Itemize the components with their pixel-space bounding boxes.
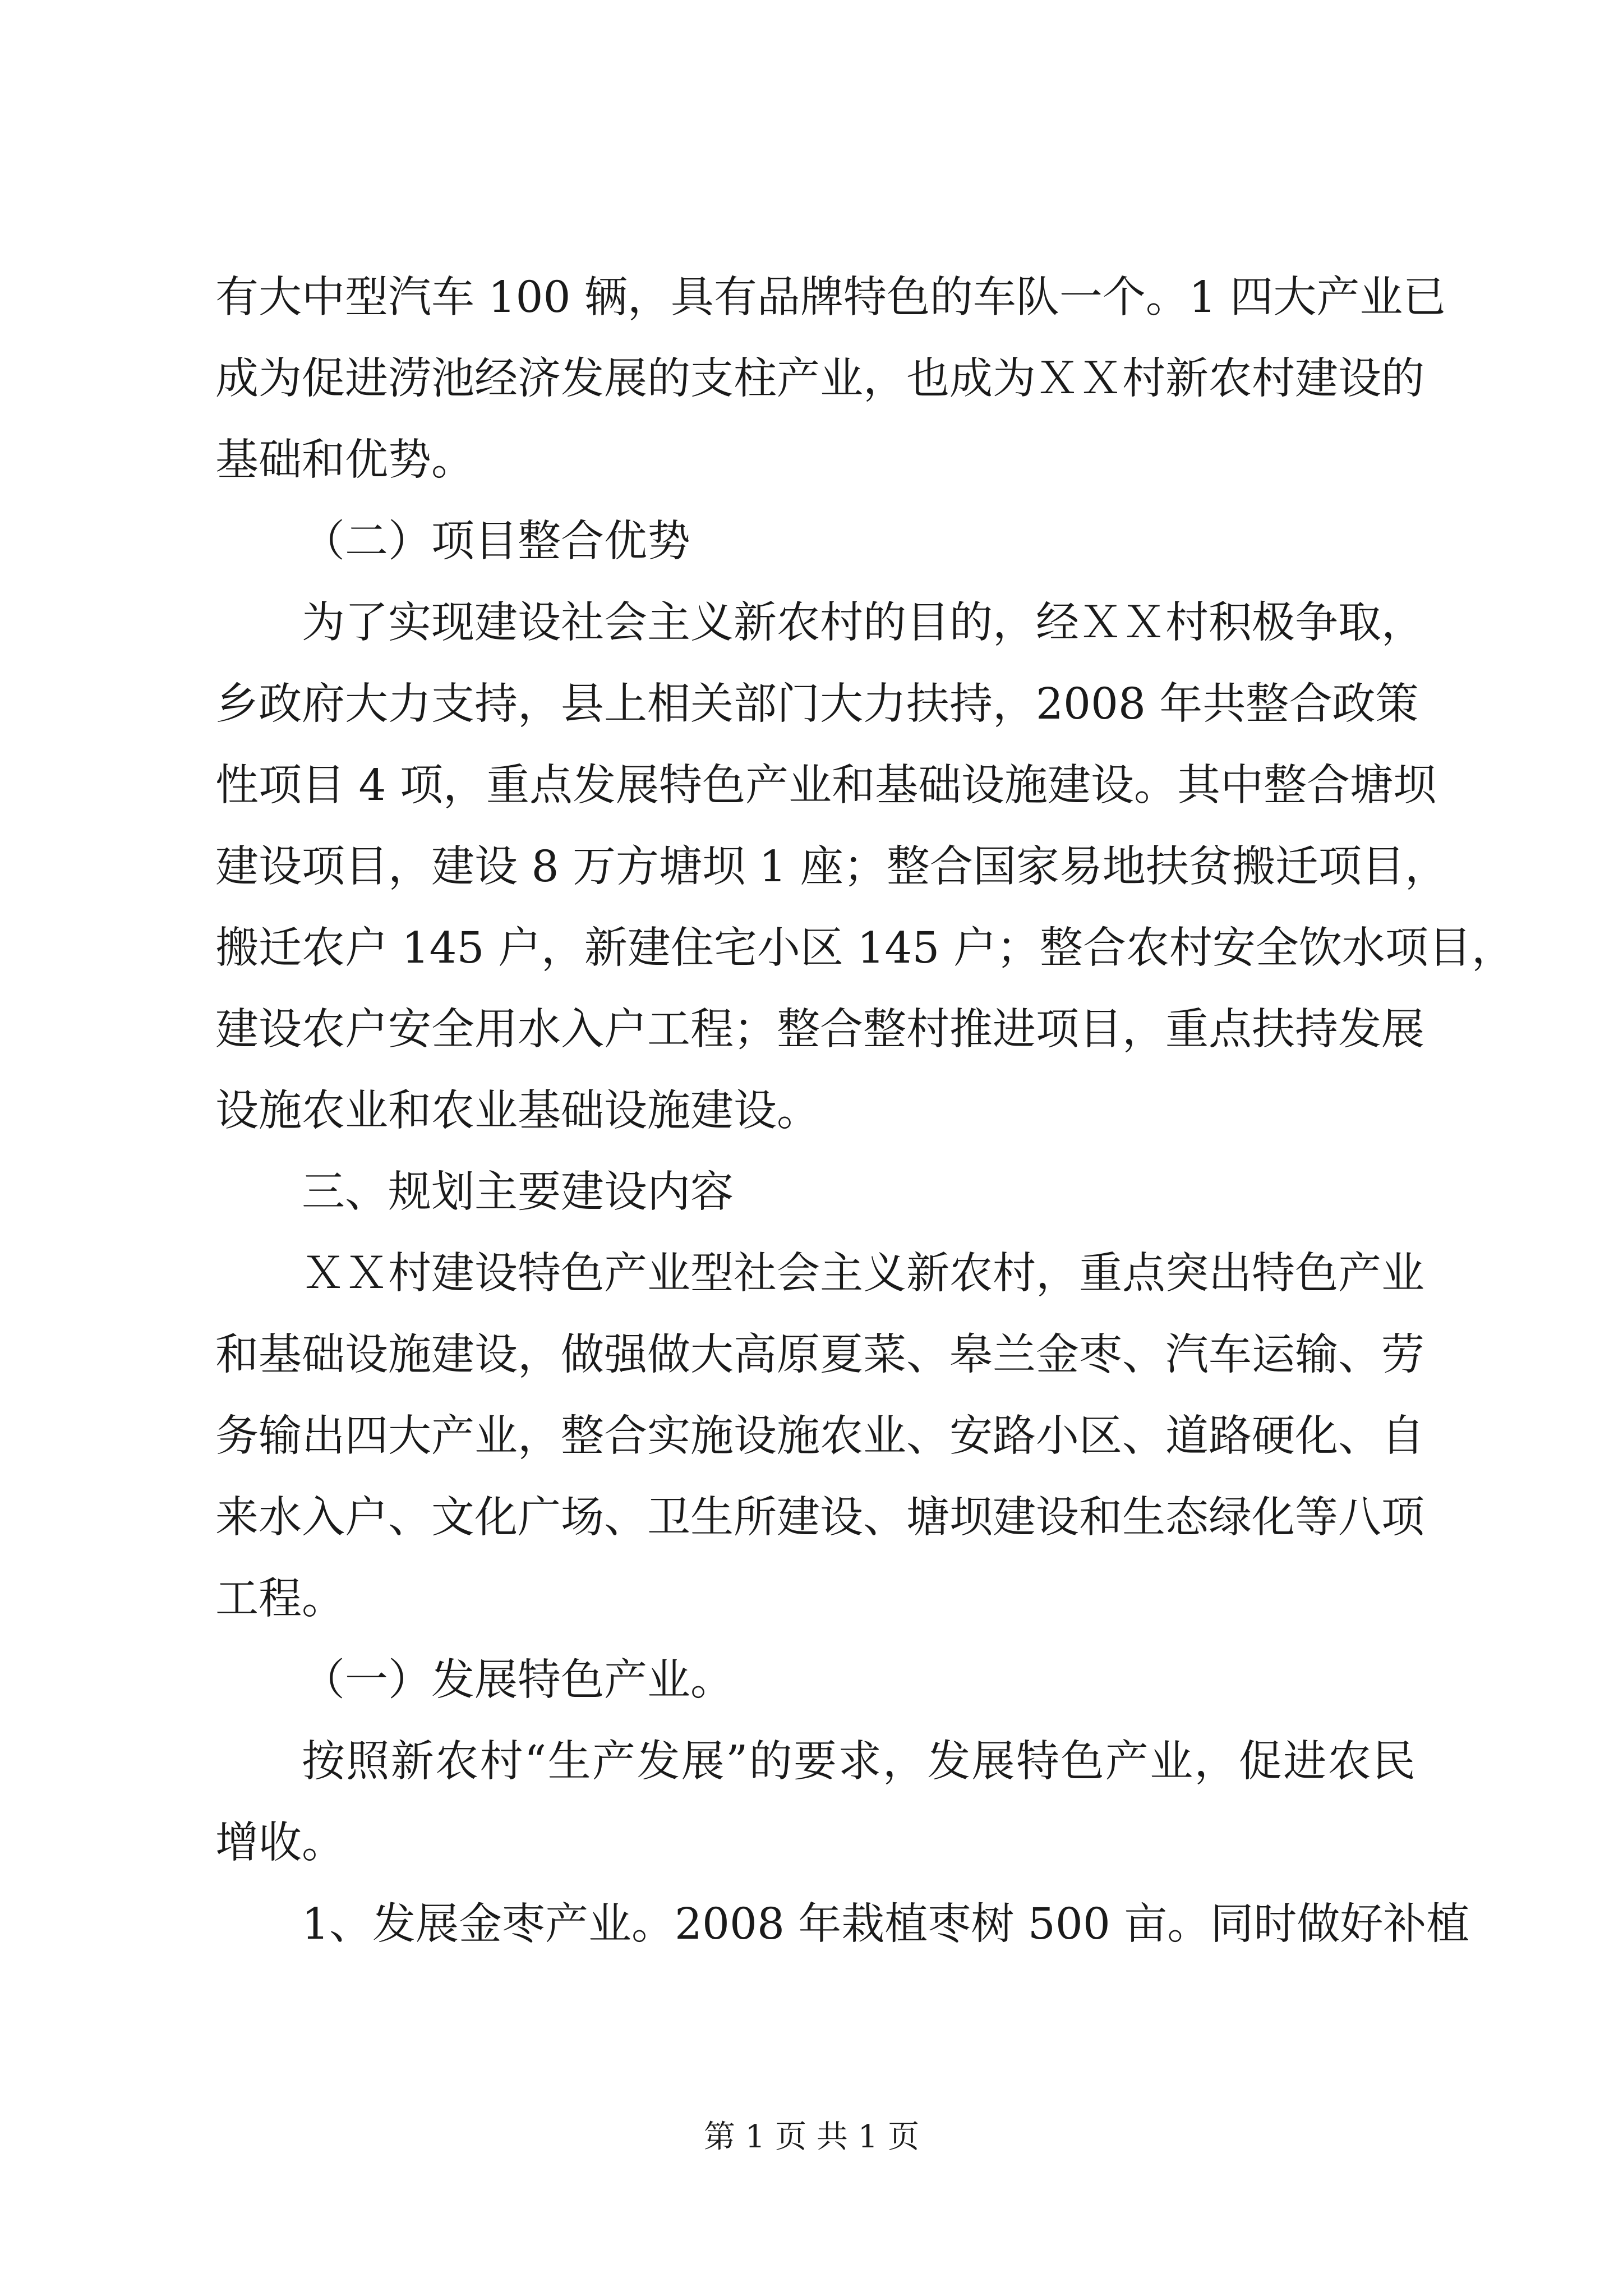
text-line: 乡政府大力支持，县上相关部门大力扶持，2008 年共整合政策 xyxy=(215,679,1419,729)
text-line: 有大中型汽车 100 辆，具有品牌特色的车队一个。1 四大产业已 xyxy=(215,273,1446,323)
text-line: 和基础设施建设，做强做大高原夏菜、皋兰金枣、汽车运输、劳 xyxy=(215,1330,1424,1380)
text-line: 设施农业和农业基础设施建设。 xyxy=(215,1086,820,1136)
text-line: 为了实现建设社会主义新农村的目的，经ＸＸ村积极争取， xyxy=(302,598,1424,648)
document-body xyxy=(215,257,1515,1965)
page-footer: 第 1 页 共 1 页 xyxy=(703,2119,920,2155)
text-line: 性项目 4 项，重点发展特色产业和基础设施建设。其中整合塘坝 xyxy=(215,761,1436,811)
text-line: 成为促进涝池经济发展的支柱产业，也成为ＸＸ村新农村建设的 xyxy=(215,354,1424,404)
text-line: ＸＸ村建设特色产业型社会主义新农村，重点突出特色产业 xyxy=(302,1249,1424,1299)
text-line: 按照新农村“生产发展”的要求，发展特色产业，促进农民 xyxy=(302,1737,1415,1787)
text-line: 基础和优势。 xyxy=(215,435,474,485)
text-line: 建设项目，建设 8 万方塘坝 1 座；整合国家易地扶贫搬迁项目， xyxy=(215,842,1448,892)
text-line: 务输出四大产业，整合实施设施农业、安路小区、道路硬化、自 xyxy=(215,1411,1424,1461)
text-line: 搬迁农户 145 户，新建住宅小区 145 户；整合农村安全饮水项目， xyxy=(215,923,1515,973)
text-line: 增收。 xyxy=(215,1818,345,1868)
text-line: 三、规划主要建设内容 xyxy=(302,1167,734,1217)
text-line: （二）项目整合优势 xyxy=(302,517,690,567)
text-line: 1、发展金枣产业。2008 年栽植枣树 500 亩。同时做好补植 xyxy=(302,1899,1470,1949)
text-line: 工程。 xyxy=(215,1574,345,1624)
text-line: 建设农户安全用水入户工程；整合整村推进项目，重点扶持发展 xyxy=(215,1005,1424,1055)
text-line: （一）发展特色产业。 xyxy=(302,1655,734,1705)
text-line: 来水入户、文化广场、卫生所建设、塘坝建设和生态绿化等八项 xyxy=(215,1493,1424,1543)
